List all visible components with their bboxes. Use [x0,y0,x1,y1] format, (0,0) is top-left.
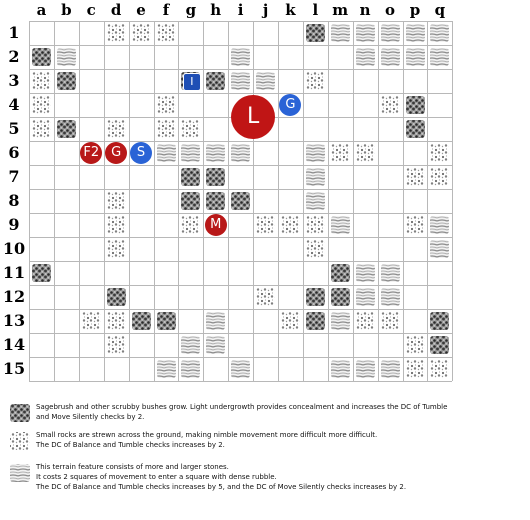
grid-line-vertical [228,21,229,381]
token-g[interactable]: G [279,94,301,116]
column-label-p: p [409,1,421,19]
stones-cell-p1 [403,21,428,45]
stones-cell-n12 [353,285,378,309]
grid-line-horizontal [29,189,452,190]
stones-cell-b2 [54,45,79,69]
stones-cell-q10 [427,237,452,261]
grid-line-vertical [278,21,279,381]
token-m[interactable]: M [205,214,227,236]
rocks-cell-q6 [427,141,452,165]
grid-line-vertical [29,21,30,381]
column-label-l: l [312,1,319,19]
rocks-cell-m6 [328,141,353,165]
bush-cell-m12 [328,285,353,309]
stones-cell-m15 [328,357,353,381]
stones-cell-l6 [303,141,328,165]
token-g[interactable]: G [105,142,127,164]
stones-cell-h13 [203,309,228,333]
rocks-cell-a5 [29,117,54,141]
legend-bush-line-2: and Move Silently checks by 2. [36,413,145,421]
grid-line-vertical [104,21,105,381]
stones-cell-i6 [228,141,253,165]
stones-cell-f15 [154,357,179,381]
rocks-cell-l10 [303,237,328,261]
column-label-o: o [385,1,396,19]
bush-cell-l12 [303,285,328,309]
row-label-6: 6 [8,143,20,162]
row-label-12: 12 [2,287,26,306]
bush-cell-b5 [54,117,79,141]
rocks-cell-c13 [79,309,104,333]
stones-cell-l7 [303,165,328,189]
rocks-cell-a3 [29,69,54,93]
column-label-g: g [185,1,197,19]
row-label-8: 8 [8,191,20,210]
rocks-cell-o13 [378,309,403,333]
grid-line-vertical [353,21,354,381]
rocks-cell-l3 [303,69,328,93]
grid-line-vertical [427,21,428,381]
stones-icon [8,462,32,484]
row-label-7: 7 [8,167,20,186]
stones-cell-g15 [178,357,203,381]
rocks-cell-d5 [104,117,129,141]
grid-line-vertical [178,21,179,381]
stones-cell-o12 [378,285,403,309]
row-label-2: 2 [8,47,20,66]
legend-rocks-line-1: Small rocks are strewn across the ground, making nimble movement more difficult more difficult. [36,431,378,439]
stones-cell-n15 [353,357,378,381]
rocks-cell-p15 [403,357,428,381]
grid-line-vertical [154,21,155,381]
legend-stones-line-1: This terrain feature consists of more and larger stones. [36,463,229,471]
stones-cell-o15 [378,357,403,381]
stones-cell-m9 [328,213,353,237]
rocks-cell-f4 [154,93,179,117]
column-label-n: n [359,1,371,19]
stones-cell-n1 [353,21,378,45]
grid-line-horizontal [29,333,452,334]
token-l[interactable]: L [231,95,275,139]
rocks-cell-g9 [178,213,203,237]
rocks-cell-d8 [104,189,129,213]
stones-cell-j3 [253,69,278,93]
bush-cell-f13 [154,309,179,333]
stones-cell-g14 [178,333,203,357]
column-label-c: c [86,1,96,19]
rocks-cell-e1 [129,21,154,45]
stones-cell-n11 [353,261,378,285]
stones-cell-p2 [403,45,428,69]
grid-line-horizontal [29,285,452,286]
grid-line-horizontal [29,381,452,382]
row-label-10: 10 [2,239,26,258]
column-label-i: i [237,1,244,19]
rocks-cell-p9 [403,213,428,237]
bush-cell-h8 [203,189,228,213]
row-label-14: 14 [2,335,26,354]
grid-line-horizontal [29,261,452,262]
bush-cell-p4 [403,93,428,117]
legend-stones-line-3: The DC of Balance and Tumble checks increases by 5, and the DC of Move Silently checks increases by 2. [36,483,407,491]
rocks-cell-o4 [378,93,403,117]
rocks-cell-p14 [403,333,428,357]
bush-cell-b3 [54,69,79,93]
bush-cell-d12 [104,285,129,309]
bush-cell-p5 [403,117,428,141]
bush-cell-e13 [129,309,154,333]
legend-rocks-line-2: The DC of Balance and Tumble checks increases by 2. [36,441,225,449]
grid-line-vertical [303,21,304,381]
grid-line-horizontal [29,69,452,70]
row-label-9: 9 [8,215,20,234]
legend-rocks [8,430,523,458]
stones-cell-o2 [378,45,403,69]
stones-cell-o1 [378,21,403,45]
stones-cell-q1 [427,21,452,45]
column-label-f: f [162,1,170,19]
rocks-cell-d10 [104,237,129,261]
grid-line-horizontal [29,165,452,166]
grid-line-vertical [129,21,130,381]
column-label-j: j [262,1,269,19]
column-label-k: k [285,1,296,19]
row-label-3: 3 [8,71,20,90]
grid-line-vertical [403,21,404,381]
stones-cell-q2 [427,45,452,69]
column-label-d: d [110,1,122,19]
rocks-cell-d14 [104,333,129,357]
bush-cell-h3 [203,69,228,93]
bush-cell-l1 [303,21,328,45]
bush-icon [8,402,32,424]
row-label-13: 13 [2,311,26,330]
rocks-cell-j12 [253,285,278,309]
bush-cell-m11 [328,261,353,285]
bush-cell-q13 [427,309,452,333]
column-label-q: q [434,1,446,19]
rocks-cell-n6 [353,141,378,165]
stones-cell-n2 [353,45,378,69]
stones-cell-h6 [203,141,228,165]
column-label-h: h [210,1,222,19]
grid-line-horizontal [29,93,452,94]
stones-cell-i2 [228,45,253,69]
row-label-4: 4 [8,95,20,114]
rocks-cell-d1 [104,21,129,45]
rocks-cell-l9 [303,213,328,237]
column-label-m: m [332,1,349,19]
token-i[interactable]: I [183,73,201,91]
rocks-cell-k13 [278,309,303,333]
grid-line-vertical [203,21,204,381]
token-s[interactable]: S [130,142,152,164]
legend-stones [8,462,523,498]
stones-cell-m13 [328,309,353,333]
stones-cell-i15 [228,357,253,381]
rocks-cell-g5 [178,117,203,141]
grid-line-horizontal [29,45,452,46]
bush-cell-g7 [178,165,203,189]
bush-cell-h7 [203,165,228,189]
row-label-1: 1 [8,23,20,42]
grid-line-horizontal [29,213,452,214]
rocks-cell-d9 [104,213,129,237]
legend-stones-line-2: It costs 2 squares of movement to enter a square with dense rubble. [36,473,277,481]
rocks-cell-d13 [104,309,129,333]
stones-cell-h14 [203,333,228,357]
rocks-cell-n13 [353,309,378,333]
grid-line-vertical [79,21,80,381]
stones-cell-g6 [178,141,203,165]
column-label-b: b [61,1,72,19]
rocks-cell-f1 [154,21,179,45]
stones-cell-m1 [328,21,353,45]
grid-line-vertical [328,21,329,381]
bush-cell-g8 [178,189,203,213]
rocks-cell-f5 [154,117,179,141]
rocks-cell-k9 [278,213,303,237]
stones-cell-q9 [427,213,452,237]
rocks-cell-q7 [427,165,452,189]
rocks-icon [8,430,32,452]
rocks-cell-q15 [427,357,452,381]
grid-line-horizontal [29,237,452,238]
bush-cell-q14 [427,333,452,357]
column-label-e: e [136,1,146,19]
grid-line-vertical [54,21,55,381]
legend-bush-line-1: Sagebrush and other scrubby bushes grow. Light undergrowth provides concealment and increases the DC of Tumble [36,403,448,411]
row-label-11: 11 [2,263,26,282]
stones-cell-i3 [228,69,253,93]
stones-cell-o11 [378,261,403,285]
grid-line-vertical [452,21,453,381]
grid-line-horizontal [29,357,452,358]
token-f2[interactable]: F2 [80,142,102,164]
stones-cell-l8 [303,189,328,213]
legend-bush [8,402,523,430]
grid-line-vertical [253,21,254,381]
grid-line-horizontal [29,309,452,310]
row-label-15: 15 [2,359,26,378]
grid-line-vertical [378,21,379,381]
bush-cell-a11 [29,261,54,285]
bush-cell-a2 [29,45,54,69]
grid-line-horizontal [29,21,452,22]
row-label-5: 5 [8,119,20,138]
bush-cell-i8 [228,189,253,213]
column-label-a: a [36,1,47,19]
rocks-cell-j9 [253,213,278,237]
rocks-cell-p7 [403,165,428,189]
rocks-cell-a4 [29,93,54,117]
bush-cell-l13 [303,309,328,333]
stones-cell-f6 [154,141,179,165]
